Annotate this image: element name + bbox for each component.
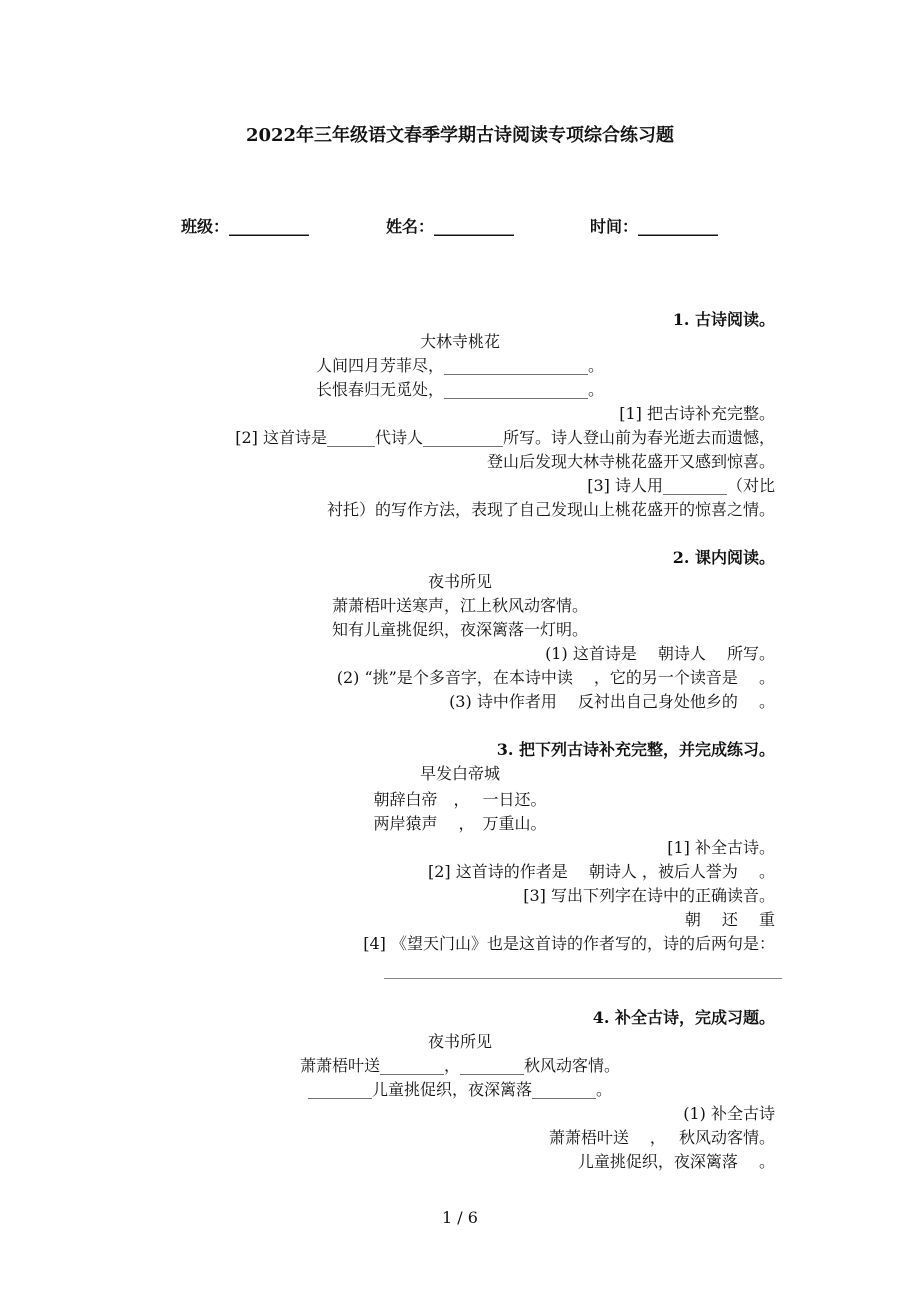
q1-sub-2b: 登山后发现大林寺桃花盛开又感到惊喜。 [486,452,775,471]
q3-answer-line [384,978,782,979]
q2-sub-3: (3) 诗中作者用 反衬出自己身处他乡的 。 [449,692,775,711]
q3-sub-2: [2] 这首诗的作者是 朝诗人 ，被后人誉为 。 [427,862,775,881]
q3-poem-title: 早发白帝城 [419,764,500,783]
q2-sub-1: (1) 这首诗是 朝诗人 所写。 [545,644,775,663]
q1-sub-3b: 衬托）的写作方法，表现了自己发现山上桃花盛开的惊喜之情。 [326,500,775,519]
q4-sub-1b: 儿童挑促织，夜深篱落 。 [577,1152,775,1171]
q3-sub-3: [3] 写出下列字在诗中的正确读音。 [523,886,775,905]
time-field: 时间：__________ [590,217,719,236]
q4-poem-title: 夜书所见 [427,1032,492,1051]
q4-sub-1: (1) 补全古诗 [683,1104,775,1123]
q1-sub-2a: [2] 这首诗是______代诗人__________所写。诗人登山前为春光逝去而遗憾， [235,428,775,447]
page-number: 1 / 6 [442,1208,478,1227]
q4-poem-line-1: 萧萧梧叶送________，________秋风动客情。 [299,1056,620,1075]
q3-sub-1: [1] 补全古诗。 [667,838,775,857]
q2-poem-title: 夜书所见 [427,572,492,591]
q4-heading: 4. 补全古诗，完成习题。 [592,1008,775,1027]
q3-chars: 朝 还 重 [684,910,775,929]
q2-heading: 2. 课内阅读。 [672,548,775,567]
q1-heading: 1. 古诗阅读。 [672,310,775,329]
q4-sub-1a: 萧萧梧叶送 ， 秋风动客情。 [548,1128,775,1147]
q3-sub-4: [4] 《望天门山》也是这首诗的作者写的，诗的后两句是： [363,934,775,953]
q2-sub-2: (2) “挑”是个多音字，在本诗中读 ，它的另一个读音是 。 [336,668,775,687]
q1-poem-line-1: 人间四月芳菲尽，__________________。 [315,356,604,375]
name-field: 姓名：__________ [386,217,515,236]
q4-poem-line-2: ________儿童挑促织，夜深篱落________。 [307,1080,612,1099]
class-field: 班级：__________ [181,217,310,236]
page-title: 2022年三年级语文春季学期古诗阅读专项综合练习题 [245,125,675,146]
q3-poem-line-2: 两岸猿声 ， 万重山。 [373,814,547,833]
q1-poem-title: 大林寺桃花 [419,332,500,351]
q1-poem-line-2: 长恨春归无觅处，__________________。 [315,380,604,399]
q1-sub-1: [1] 把古诗补充完整。 [619,404,775,423]
q2-poem-line-1: 萧萧梧叶送寒声，江上秋风动客情。 [331,596,588,615]
q1-sub-3a: [3] 诗人用________（对比 [587,476,775,495]
q3-poem-line-1: 朝辞白帝 ， 一日还。 [373,790,547,809]
q3-heading: 3. 把下列古诗补充完整，并完成练习。 [496,740,775,759]
q2-poem-line-2: 知有儿童挑促织，夜深篱落一灯明。 [331,620,588,639]
